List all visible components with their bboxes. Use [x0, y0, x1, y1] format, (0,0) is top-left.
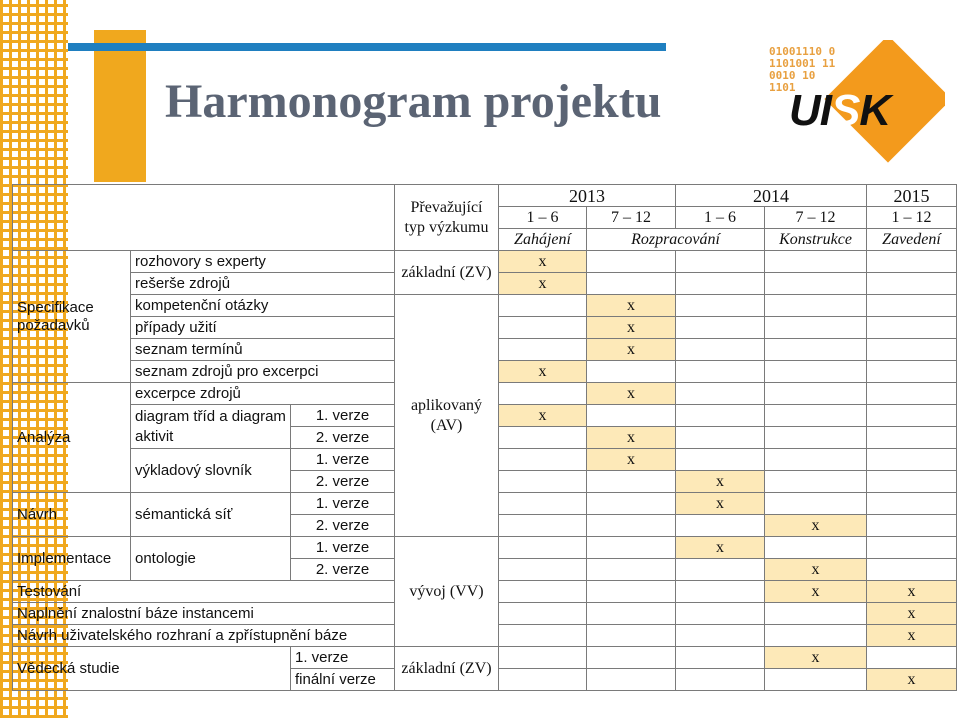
schedule-cell — [676, 383, 765, 405]
schedule-cell — [499, 669, 587, 691]
header-year-2015: 2015 — [867, 185, 957, 207]
schedule-mark-cell: x — [867, 581, 957, 603]
task-label: Testování — [13, 581, 395, 603]
logo-binary-pattern: 01001110 0 1101001 11 0010 10 1101 — [769, 45, 836, 94]
table-row — [13, 295, 957, 317]
schedule-cell — [867, 361, 957, 383]
schedule-cell — [867, 273, 957, 295]
schedule-cell — [676, 603, 765, 625]
schedule-cell — [587, 251, 676, 273]
schedule-cell — [765, 295, 867, 317]
schedule-cell — [499, 515, 587, 537]
schedule-cell — [867, 295, 957, 317]
task-label: rozhovory s experty — [131, 251, 395, 273]
schedule-cell — [676, 581, 765, 603]
schedule-cell — [499, 339, 587, 361]
version-label: 2. verze — [291, 427, 395, 449]
schedule-cell — [867, 493, 957, 515]
task-label: ontologie — [131, 537, 291, 581]
schedule-cell — [499, 383, 587, 405]
schedule-cell — [867, 339, 957, 361]
task-label: sémantická síť — [131, 493, 291, 537]
schedule-cell — [587, 471, 676, 493]
schedule-mark-cell: x — [765, 647, 867, 669]
header-range: 7 – 12 — [765, 207, 867, 229]
group-navrh: Návrh — [13, 493, 131, 537]
schedule-cell — [499, 449, 587, 471]
schedule-mark-cell: x — [867, 603, 957, 625]
uisk-logo — [765, 40, 945, 175]
schedule-cell — [499, 427, 587, 449]
schedule-cell — [867, 405, 957, 427]
decorative-blue-line — [68, 43, 666, 51]
schedule-cell — [867, 427, 957, 449]
schedule-cell — [676, 361, 765, 383]
schedule-cell — [765, 317, 867, 339]
schedule-mark-cell: x — [587, 339, 676, 361]
header-phase-rozpracovani: Rozpracování — [587, 229, 765, 251]
schedule-cell — [765, 273, 867, 295]
schedule-cell — [867, 647, 957, 669]
header-phase-zavedeni: Zavedení — [867, 229, 957, 251]
version-label: 1. verze — [291, 493, 395, 515]
task-label: diagram tříd a diagram aktivit — [131, 405, 291, 449]
schedule-cell — [499, 603, 587, 625]
schedule-cell — [499, 493, 587, 515]
schedule-cell — [676, 251, 765, 273]
schedule-cell — [587, 273, 676, 295]
version-label: finální verze — [291, 669, 395, 691]
schedule-mark-cell: x — [587, 295, 676, 317]
schedule-cell — [676, 273, 765, 295]
schedule-mark-cell: x — [499, 273, 587, 295]
schedule-cell — [765, 603, 867, 625]
schedule-cell — [676, 339, 765, 361]
schedule-cell — [867, 471, 957, 493]
schedule-cell — [765, 383, 867, 405]
schedule-mark-cell: x — [587, 317, 676, 339]
schedule-cell — [867, 317, 957, 339]
schedule-cell — [587, 515, 676, 537]
schedule-mark-cell: x — [867, 669, 957, 691]
schedule-cell — [499, 295, 587, 317]
schedule-cell — [676, 647, 765, 669]
schedule-cell — [765, 449, 867, 471]
schedule-cell — [765, 625, 867, 647]
header-year-2014: 2014 — [676, 185, 867, 207]
schedule-cell — [499, 625, 587, 647]
schedule-cell — [587, 603, 676, 625]
version-label: 2. verze — [291, 515, 395, 537]
schedule-cell — [765, 361, 867, 383]
schedule-mark-cell: x — [676, 493, 765, 515]
version-label: 2. verze — [291, 471, 395, 493]
slide-title: Harmonogram projektu — [165, 75, 662, 128]
schedule-cell — [765, 251, 867, 273]
task-label: případy užití — [131, 317, 395, 339]
schedule-mark-cell: x — [587, 449, 676, 471]
header-phase-zahajeni: Zahájení — [499, 229, 587, 251]
header-empty-corner — [13, 185, 395, 251]
schedule-cell — [867, 449, 957, 471]
table-row — [13, 251, 957, 273]
schedule-cell — [587, 647, 676, 669]
task-label: seznam termínů — [131, 339, 395, 361]
schedule-mark-cell: x — [765, 559, 867, 581]
header-range: 1 – 6 — [676, 207, 765, 229]
header-range: 1 – 12 — [867, 207, 957, 229]
task-label: Návrh uživatelského rozhraní a zpřístupnění báze — [13, 625, 395, 647]
header-range: 1 – 6 — [499, 207, 587, 229]
schedule-mark-cell: x — [676, 471, 765, 493]
group-implementace: Implementace — [13, 537, 131, 581]
version-label: 1. verze — [291, 647, 395, 669]
schedule-cell — [587, 669, 676, 691]
schedule-mark-cell: x — [587, 383, 676, 405]
schedule-cell — [676, 405, 765, 427]
group-vedecka: Vědecká studie — [13, 647, 291, 691]
schedule-mark-cell: x — [765, 581, 867, 603]
schedule-cell — [676, 669, 765, 691]
research-type: vývoj (VV) — [395, 537, 499, 647]
schedule-cell — [676, 317, 765, 339]
schedule-cell — [765, 669, 867, 691]
schedule-cell — [587, 361, 676, 383]
schedule-cell — [765, 471, 867, 493]
schedule-cell — [867, 251, 957, 273]
header-phase-konstrukce: Konstrukce — [765, 229, 867, 251]
schedule-cell — [499, 317, 587, 339]
schedule-cell — [587, 537, 676, 559]
schedule-cell — [867, 559, 957, 581]
schedule-cell — [499, 559, 587, 581]
table-row — [13, 537, 957, 559]
schedule-cell — [587, 405, 676, 427]
schedule-cell — [676, 295, 765, 317]
task-label: rešerše zdrojů — [131, 273, 395, 295]
group-specifikace: Specifikace požadavků — [13, 251, 131, 383]
header-range: 7 – 12 — [587, 207, 676, 229]
schedule-cell — [587, 559, 676, 581]
schedule-table — [12, 184, 957, 691]
schedule-cell — [765, 493, 867, 515]
version-label: 2. verze — [291, 559, 395, 581]
schedule-cell — [499, 647, 587, 669]
schedule-cell — [676, 625, 765, 647]
schedule-mark-cell: x — [587, 427, 676, 449]
logo-wordmark: UISK — [789, 86, 891, 135]
schedule-cell — [676, 559, 765, 581]
header-year-2013: 2013 — [499, 185, 676, 207]
task-label: Naplnění znalostní báze instancemi — [13, 603, 395, 625]
research-type: aplikovaný (AV) — [395, 295, 499, 537]
header-type: Převažující typ výzkumu — [395, 185, 499, 251]
schedule-cell — [499, 537, 587, 559]
schedule-cell — [867, 537, 957, 559]
version-label: 1. verze — [291, 405, 395, 427]
schedule-cell — [587, 625, 676, 647]
schedule-cell — [765, 537, 867, 559]
schedule-cell — [765, 427, 867, 449]
schedule-cell — [765, 405, 867, 427]
research-type: základní (ZV) — [395, 647, 499, 691]
schedule-cell — [676, 449, 765, 471]
schedule-cell — [587, 581, 676, 603]
schedule-cell — [867, 383, 957, 405]
task-label: výkladový slovník — [131, 449, 291, 493]
table-row — [13, 647, 957, 669]
schedule-mark-cell: x — [867, 625, 957, 647]
schedule-cell — [499, 471, 587, 493]
schedule-mark-cell: x — [765, 515, 867, 537]
group-analyza: Analýza — [13, 383, 131, 493]
schedule-cell — [587, 493, 676, 515]
task-label: seznam zdrojů pro excerpci — [131, 361, 395, 383]
schedule-mark-cell: x — [499, 405, 587, 427]
schedule-cell — [676, 427, 765, 449]
header-row-years — [13, 185, 957, 207]
schedule-mark-cell: x — [499, 251, 587, 273]
decorative-orange-bar — [94, 30, 146, 182]
research-type: základní (ZV) — [395, 251, 499, 295]
schedule-cell — [765, 339, 867, 361]
version-label: 1. verze — [291, 537, 395, 559]
schedule-mark-cell: x — [499, 361, 587, 383]
schedule-cell — [676, 515, 765, 537]
task-label: excerpce zdrojů — [131, 383, 395, 405]
schedule-cell — [867, 515, 957, 537]
schedule-cell — [499, 581, 587, 603]
schedule-mark-cell: x — [676, 537, 765, 559]
task-label: kompetenční otázky — [131, 295, 395, 317]
version-label: 1. verze — [291, 449, 395, 471]
